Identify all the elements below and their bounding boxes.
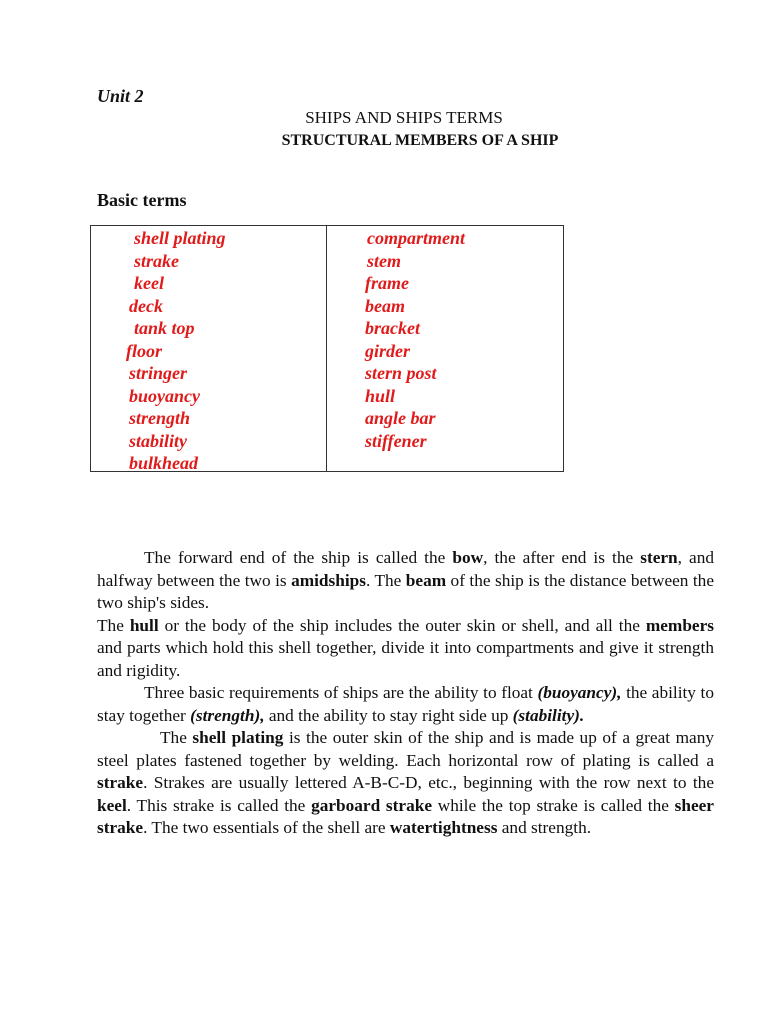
text-run: . The two essentials of the shell are [143,818,390,837]
text-run: , the after end is the [483,548,641,567]
unit-heading: Unit 2 [97,86,144,106]
term-item: hull [365,385,396,406]
text-run: . This strake is called the [126,795,312,815]
terms-left-column [91,227,226,475]
key-term: (buoyancy), [537,683,622,702]
text-run: and parts which hold this shell together, divide it into compartments and give it strength and rigidity. [97,638,714,680]
term-item: girder [365,340,410,361]
key-term: strake [97,773,144,792]
key-term: watertightness [389,818,498,837]
key-term: stern [640,548,678,567]
term-item: bulkhead [129,453,199,473]
body-text [97,547,714,840]
text-run: the ability to stay together [97,683,714,725]
basic-terms-table [90,225,564,472]
key-term: amidships [291,570,366,590]
text-run: and strength. [497,818,592,837]
text-run: The [97,615,130,635]
term-item: compartment [367,228,465,248]
term-item: stiffener [365,430,427,451]
term-item: tank top [134,318,195,338]
text-run: . Strakes are usually lettered A-B-C-D, etc., beginning with the row next to the [143,773,714,792]
term-item: frame [365,273,409,293]
term-item: stern post [365,363,437,383]
text-run: and the ability to stay right side up [264,705,513,725]
term-item: stringer [129,363,188,383]
term-item: strength [129,408,191,428]
key-term: sheer strake [97,795,714,837]
term-item: beam [365,295,405,316]
key-term: (strength), [190,705,265,725]
text-run: . The [366,570,406,590]
term-item: strake [134,250,179,271]
paragraph [97,615,714,683]
key-term: bow [452,548,484,567]
term-item: angle bar [365,408,436,428]
terms-right-column [365,227,465,452]
text-run: , and halfway between the two is [97,548,714,590]
text-run: or the body of the ship includes the outer skin or shell, and all the [158,615,646,635]
key-term: garboard strake [311,795,432,815]
key-term: shell plating [192,728,284,747]
text-run: The [160,728,193,747]
term-item: deck [129,295,163,316]
key-term: beam [405,570,447,590]
paragraph [97,682,714,727]
key-term: (stability). [512,705,585,725]
text-run: The forward end of the ship is called the [144,548,453,567]
key-term: members [645,615,714,635]
section-heading: Basic terms [97,190,187,210]
paragraph [97,727,714,840]
page-title: SHIPS AND SHIPS TERMS [305,108,503,127]
term-item: stem [367,250,401,271]
term-item: stability [129,430,187,451]
table-divider [326,226,327,471]
term-item: shell plating [134,228,226,248]
term-item: keel [134,273,164,293]
key-term: keel [97,795,127,815]
page-subtitle: STRUCTURAL MEMBERS OF A SHIP [281,132,559,149]
term-item: buoyancy [129,385,200,406]
key-term: hull [129,615,159,635]
text-run: while the top strake is called the [432,795,675,815]
term-item: bracket [365,318,420,338]
text-run: is the outer skin of the ship and is made up of a great many steel plates fastened together by welding. Each horizontal row of plating is called a [97,728,714,770]
paragraph [97,547,714,615]
term-item: floor [126,340,162,361]
text-run: Three basic requirements of ships are the ability to float [144,683,538,702]
text-run: of the ship is the distance between the two ship's sides. [97,570,714,612]
